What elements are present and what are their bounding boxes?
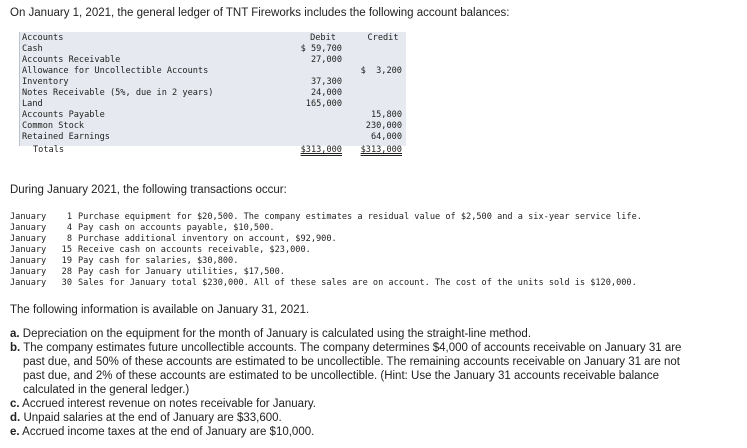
info-intro: The following information is available on January 31, 2021.: [10, 304, 310, 316]
info-item-d: [10, 411, 710, 425]
item-text: Unpaid salaries at the end of January are $33,600.: [23, 412, 282, 424]
ledger-credit: 64,000: [370, 132, 402, 142]
item-text-line: past due, and 50% of these accounts are estimated to be uncollectible. The remaining accounts receivable on January 31 are not: [23, 356, 680, 368]
header-credit: Credit: [367, 33, 399, 43]
ledger-credit: $ 3,200: [360, 66, 402, 76]
transaction-month: January: [10, 245, 47, 255]
totals-label: Totals: [33, 145, 65, 155]
item-letter: e.: [10, 426, 20, 438]
item-text-line: calculated in the general ledger.): [23, 384, 190, 396]
totals-credit: $313,000: [360, 145, 402, 155]
ledger-debit: 37,300: [310, 77, 342, 87]
transaction-day: 30: [61, 278, 72, 288]
transaction-row: [10, 267, 285, 278]
transaction-day: 19: [61, 256, 72, 266]
ledger-account: Cash: [22, 44, 43, 54]
transaction-month: January: [10, 256, 47, 266]
item-text-line: past due, and 2% of these accounts are estimated to be uncollectible. (Hint: Use the January 31 accounts receivable balance: [23, 370, 660, 382]
transaction-text: Sales for January total $230,000. All of these sales are on account. The cost of the units sold is $120,000.: [78, 278, 637, 288]
transaction-day: 28: [61, 267, 72, 277]
transaction-day: 4: [66, 223, 72, 233]
ledger-row: [19, 77, 406, 88]
header-debit: Debit: [310, 33, 336, 43]
ledger-row: [19, 99, 406, 110]
transaction-text: Pay cash for salaries, $30,800.: [78, 256, 239, 266]
transaction-month: January: [10, 234, 47, 244]
transaction-row: [10, 245, 311, 256]
item-letter: a.: [10, 328, 20, 340]
info-item-c: [10, 397, 710, 411]
ledger-row: [19, 132, 406, 143]
item-text-line: The company estimates future uncollectible accounts. The company determines $4,000 of accounts receivable on January 31 are: [23, 342, 682, 354]
transaction-month: January: [10, 278, 47, 288]
transaction-text: Pay cash for January utilities, $17,500.: [78, 267, 285, 277]
ledger-account: Accounts Payable: [22, 110, 105, 120]
ledger-credit: 15,800: [370, 110, 402, 120]
ledger-row: [19, 66, 406, 77]
transaction-day: 1: [66, 212, 72, 222]
transaction-text: Purchase equipment for $20,500. The company estimates a residual value of $2,500 and a six-year service life.: [78, 212, 642, 222]
ledger-account: Common Stock: [22, 121, 85, 131]
transaction-month: January: [10, 223, 47, 233]
ledger-account: Inventory: [22, 77, 69, 87]
transaction-row: [10, 223, 275, 234]
ledger-account: Land: [22, 99, 43, 109]
ledger-debit: 165,000: [305, 99, 342, 109]
info-item-b: [10, 341, 710, 397]
transaction-row: [10, 234, 337, 245]
transaction-text: Pay cash on accounts payable, $10,500.: [78, 223, 275, 233]
transaction-month: January: [10, 267, 47, 277]
item-letter: c.: [10, 398, 20, 410]
transaction-row: [10, 278, 637, 289]
totals-debit: $313,000: [300, 145, 342, 155]
ledger-account: Allowance for Uncollectible Accounts: [22, 66, 209, 76]
transaction-row: [10, 256, 238, 267]
transaction-text: Purchase additional inventory on account, $92,900.: [78, 234, 337, 244]
transactions-intro: During January 2021, the following transactions occur:: [10, 184, 287, 196]
item-letter: b.: [10, 342, 21, 354]
info-item-a: [10, 327, 710, 341]
ledger-debit: $ 59,700: [300, 44, 342, 54]
info-item-e: [10, 425, 710, 439]
transaction-month: January: [10, 212, 47, 222]
transaction-row: [10, 212, 642, 223]
ledger-row: [19, 88, 406, 99]
item-text: Accrued interest revenue on notes receivable for January.: [22, 398, 316, 410]
ledger-table: [19, 32, 406, 157]
ledger-row: [19, 121, 406, 132]
ledger-account: Notes Receivable (5%, due in 2 years): [22, 88, 214, 98]
ledger-row: [19, 55, 406, 66]
ledger-debit: 27,000: [310, 55, 342, 65]
transaction-day: 8: [66, 234, 72, 244]
ledger-account: Accounts Receivable: [22, 55, 121, 65]
ledger-row: [19, 110, 406, 121]
item-text: Depreciation on the equipment for the month of January is calculated using the straight-line method.: [22, 328, 532, 340]
transaction-text: Receive cash on accounts receivable, $23,000.: [78, 245, 311, 255]
ledger-credit: 230,000: [365, 121, 402, 131]
ledger-totals-row: [19, 145, 406, 156]
transaction-day: 15: [61, 245, 72, 255]
ledger-account: Retained Earnings: [22, 132, 110, 142]
header-accounts: Accounts: [22, 33, 64, 43]
intro-text: On January 1, 2021, the general ledger of TNT Fireworks includes the following account balances:: [10, 7, 510, 19]
ledger-debit: 24,000: [310, 88, 342, 98]
ledger-header-row: [19, 33, 406, 44]
ledger-row: [19, 44, 406, 55]
item-letter: d.: [10, 412, 21, 424]
item-text: Accrued income taxes at the end of January are $10,000.: [22, 426, 315, 438]
